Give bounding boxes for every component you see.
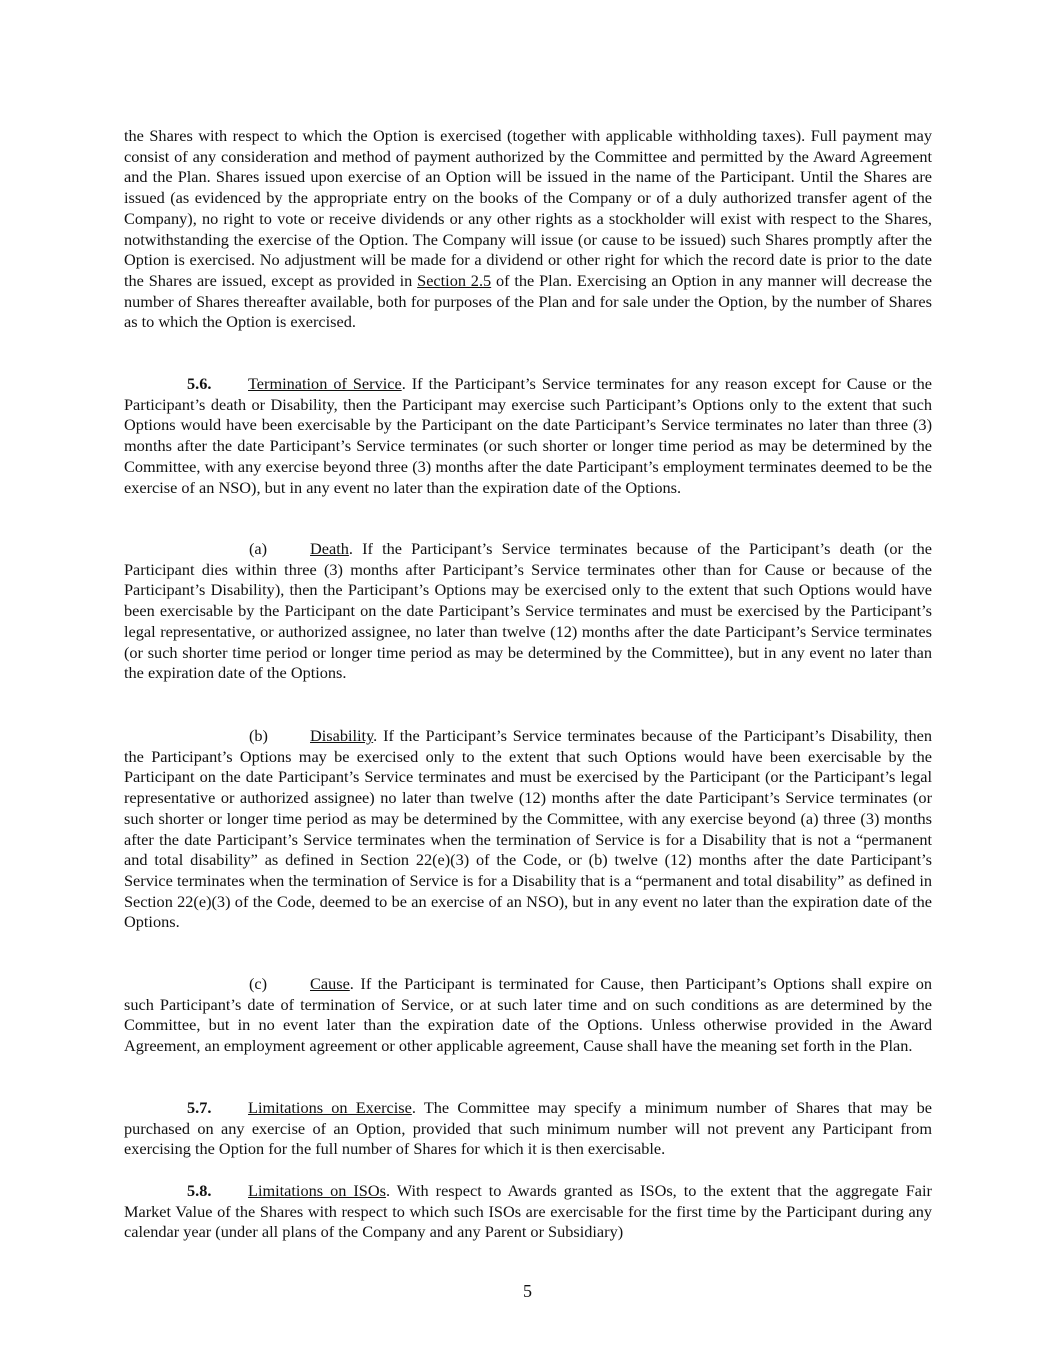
- paragraph-text: of the Plan. Exercising an Option in any manner will decrease the number of Shares thereafter available, both for purposes of the Plan and for sale under the Option, by the number of Shares as to which the Option is exercised.: [124, 270, 932, 332]
- subsection-label: (c): [249, 974, 268, 993]
- subsection-text: . If the Participant’s Service terminates because of the Participant’s Disability, then the Participant’s Options may be exercised only to the extent that such Options would have been exercisable by the Participant on the date Participant’s Service terminates and must be exercised by the Participant (or the Participant’s legal representative or authorized assignee) no later than twelve (12) months after the date Participant’s Service terminates (or such shorter or longer time period as may be determined by the Committee, with any exercise beyond (a) three (3) months after the date Participant’s Service terminates when the termination of Service is for a Disability that is not a “permanent and total disability” as defined in Section 22(e)(3) of the Code, or (b) twelve (12) months after the date Participant’s Service terminates when the termination of Service is for a Disability that is a “permanent and total disability” as defined in Section 22(e)(3) of the Code, deemed to be an exercise of an NSO), but in any event no later than the expiration date of the Options.: [124, 726, 932, 932]
- section-title: Termination of Service: [248, 374, 402, 393]
- section-title: Limitations on ISOs: [248, 1181, 386, 1200]
- subsection-label: (b): [249, 726, 268, 745]
- paragraph-text: the Shares with respect to which the Option is exercised (together with applicable withholding taxes). Full payment may consist of any consideration and method of payment authorized by the Committee and permitted by the Award Agreement and the Plan. Shares issued upon exercise of an Option will be issued in the name of the Participant. Until the Shares are issued (as evidenced by the appropriate entry on the books of the Company or of a duly authorized transfer agent of the Company), no right to vote or receive dividends or any other rights as a stockholder will exist with respect to the Shares, notwithstanding the exercise of the Option. The Company will issue (or cause to be issued) such Shares promptly after the Option is exercised. No adjustment will be made for a dividend or other right for which the record date is prior to the date the Shares are issued, except as provided in: [124, 126, 932, 290]
- subsection-c-cause: [124, 974, 932, 1057]
- subsection-b-disability: [124, 726, 932, 933]
- subsection-label: (a): [249, 539, 268, 558]
- subsection-title: Death: [310, 539, 349, 558]
- subsection-title: Disability: [310, 726, 374, 745]
- subsection-title: Cause: [310, 974, 350, 993]
- paragraph-option-exercise-continued: [124, 126, 932, 333]
- section-number: 5.6.: [187, 374, 212, 393]
- subsection-text: . If the Participant’s Service terminates because of the Participant’s death (or the Participant dies within three (3) months after Participant’s Service terminates other than for Cause or because of the Participant’s Disability), then the Participant’s Options may be exercised only to the extent that such Options would have been exercisable by the Participant on the date Participant’s Service terminates and must be exercised by the Participant’s legal representative, or authorized assignee, no later than twelve (12) months after the date Participant’s Service terminates (or such shorter time period or longer time period as may be determined by the Committee), but in any event no later than the expiration date of the Options.: [124, 539, 932, 683]
- section-text: . With respect to Awards granted as ISOs, to the extent that the aggregate Fair Market Value of the Shares with respect to which such ISOs are exercisable for the first time by the Participant during any calendar year (under all plans of the Company and any Parent or Subsidiary): [124, 1181, 932, 1242]
- section-number: 5.7.: [187, 1098, 212, 1117]
- section-text: . If the Participant’s Service terminates for any reason except for Cause or the Participant’s death or Disability, then the Participant may exercise such Participant’s Options only to the extent that such Options would have been exercisable by the Participant on the date Participant’s Service terminates no later than three (3) months after the date Participant’s Service terminates (or such shorter or longer time period as may be determined by the Committee, with any exercise beyond three (3) months after the date Participant’s employment terminates deemed to be the exercise of an NSO), but in any event no later than the expiration date of the Options.: [124, 374, 932, 497]
- section-5-8-limitations-on-isos: [124, 1181, 932, 1243]
- subsection-text: . If the Participant is terminated for Cause, then Participant’s Options shall expire on such Participant’s date of termination of Service, or at such later time and on such conditions as are determined by the Committee, but in no event later than the expiration date of the Options. Unless otherwise provided in the Award Agreement, an employment agreement or other applicable agreement, Cause shall have the meaning set forth in the Plan.: [124, 974, 932, 1056]
- section-5-6-termination-of-service: [124, 374, 932, 498]
- subsection-a-death: [124, 539, 932, 684]
- section-5-7-limitations-on-exercise: [124, 1098, 932, 1160]
- section-reference-link: Section 2.5: [417, 270, 492, 290]
- section-title: Limitations on Exercise: [248, 1098, 412, 1117]
- section-number: 5.8.: [187, 1181, 212, 1200]
- section-text: . The Committee may specify a minimum number of Shares that may be purchased on any exercise of an Option, provided that such minimum number will not prevent any Participant from exercising the Option for the full number of Shares for which it is then exercisable.: [124, 1098, 932, 1159]
- page-number: 5: [523, 1281, 532, 1301]
